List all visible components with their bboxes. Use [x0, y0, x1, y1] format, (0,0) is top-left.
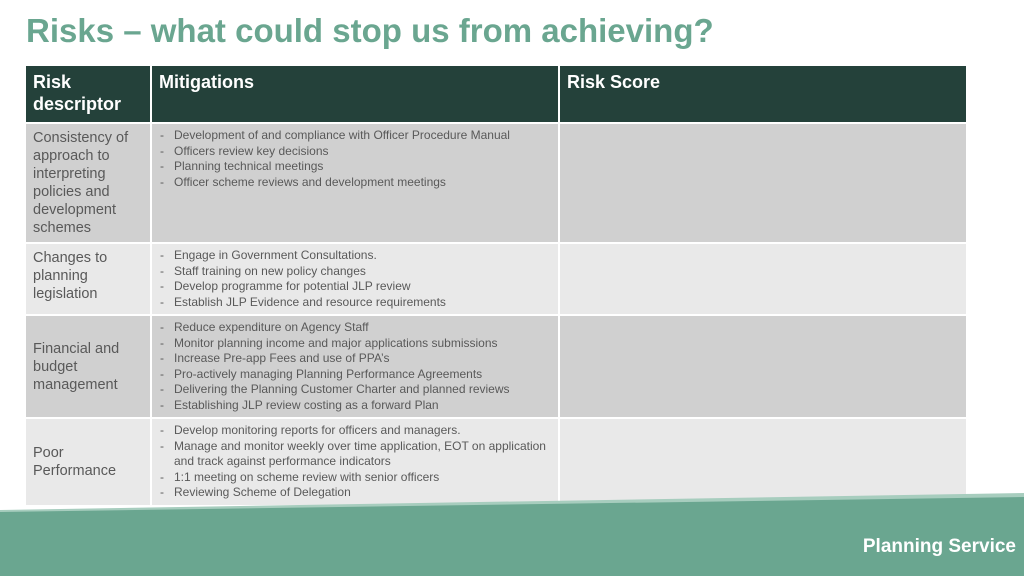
risk-descriptor-cell: Consistency of approach to interpreting policies and development schemes [25, 123, 151, 243]
mitigation-item: - 1:1 meeting on scheme review with senior officers [159, 470, 552, 486]
mitigation-item: - Reviewing Scheme of Delegation [159, 485, 552, 501]
footer-label: Planning Service [862, 536, 1016, 557]
mitigation-item: - Engage in Government Consultations. [159, 248, 552, 264]
header-risk-descriptor: Risk descriptor [25, 65, 151, 123]
risk-descriptor-cell: Changes to planning legislation [25, 243, 151, 315]
mitigation-item: - Manage and monitor weekly over time application, EOT on application and track against performance indicators [159, 439, 552, 470]
mitigation-item: - Reduce expenditure on Agency Staff [159, 320, 552, 336]
mitigation-item: - Increase Pre-app Fees and use of PPA’s [159, 351, 552, 367]
mitigation-item: - Staff training on new policy changes [159, 264, 552, 280]
mitigation-item: - Monitor planning income and major applications submissions [159, 336, 552, 352]
header-mitigations: Mitigations [151, 65, 559, 123]
mitigation-item: - Establishing JLP review costing as a forward Plan [159, 398, 552, 414]
mitigation-item: - Development of and compliance with Officer Procedure Manual [159, 128, 552, 144]
slide-title: Risks – what could stop us from achieving? [26, 12, 714, 49]
mitigation-item: - Planning technical meetings [159, 159, 552, 175]
mitigation-item: - Delivering the Planning Customer Charter and planned reviews [159, 382, 552, 398]
mitigation-item: - Pro-actively managing Planning Performance Agreements [159, 367, 552, 383]
mitigation-item: - Officers review key decisions [159, 144, 552, 160]
risk-descriptor-cell: Poor Performance [25, 418, 151, 506]
risk-descriptor-cell: Financial and budget management [25, 315, 151, 418]
mitigation-item: - Develop programme for potential JLP review [159, 279, 552, 295]
header-risk-score: Risk Score [559, 65, 967, 123]
mitigation-item: - Officer scheme reviews and development meetings [159, 175, 552, 191]
mitigation-item: - Establish JLP Evidence and resource requirements [159, 295, 552, 311]
mitigation-item: - Develop monitoring reports for officers and managers. [159, 423, 552, 439]
